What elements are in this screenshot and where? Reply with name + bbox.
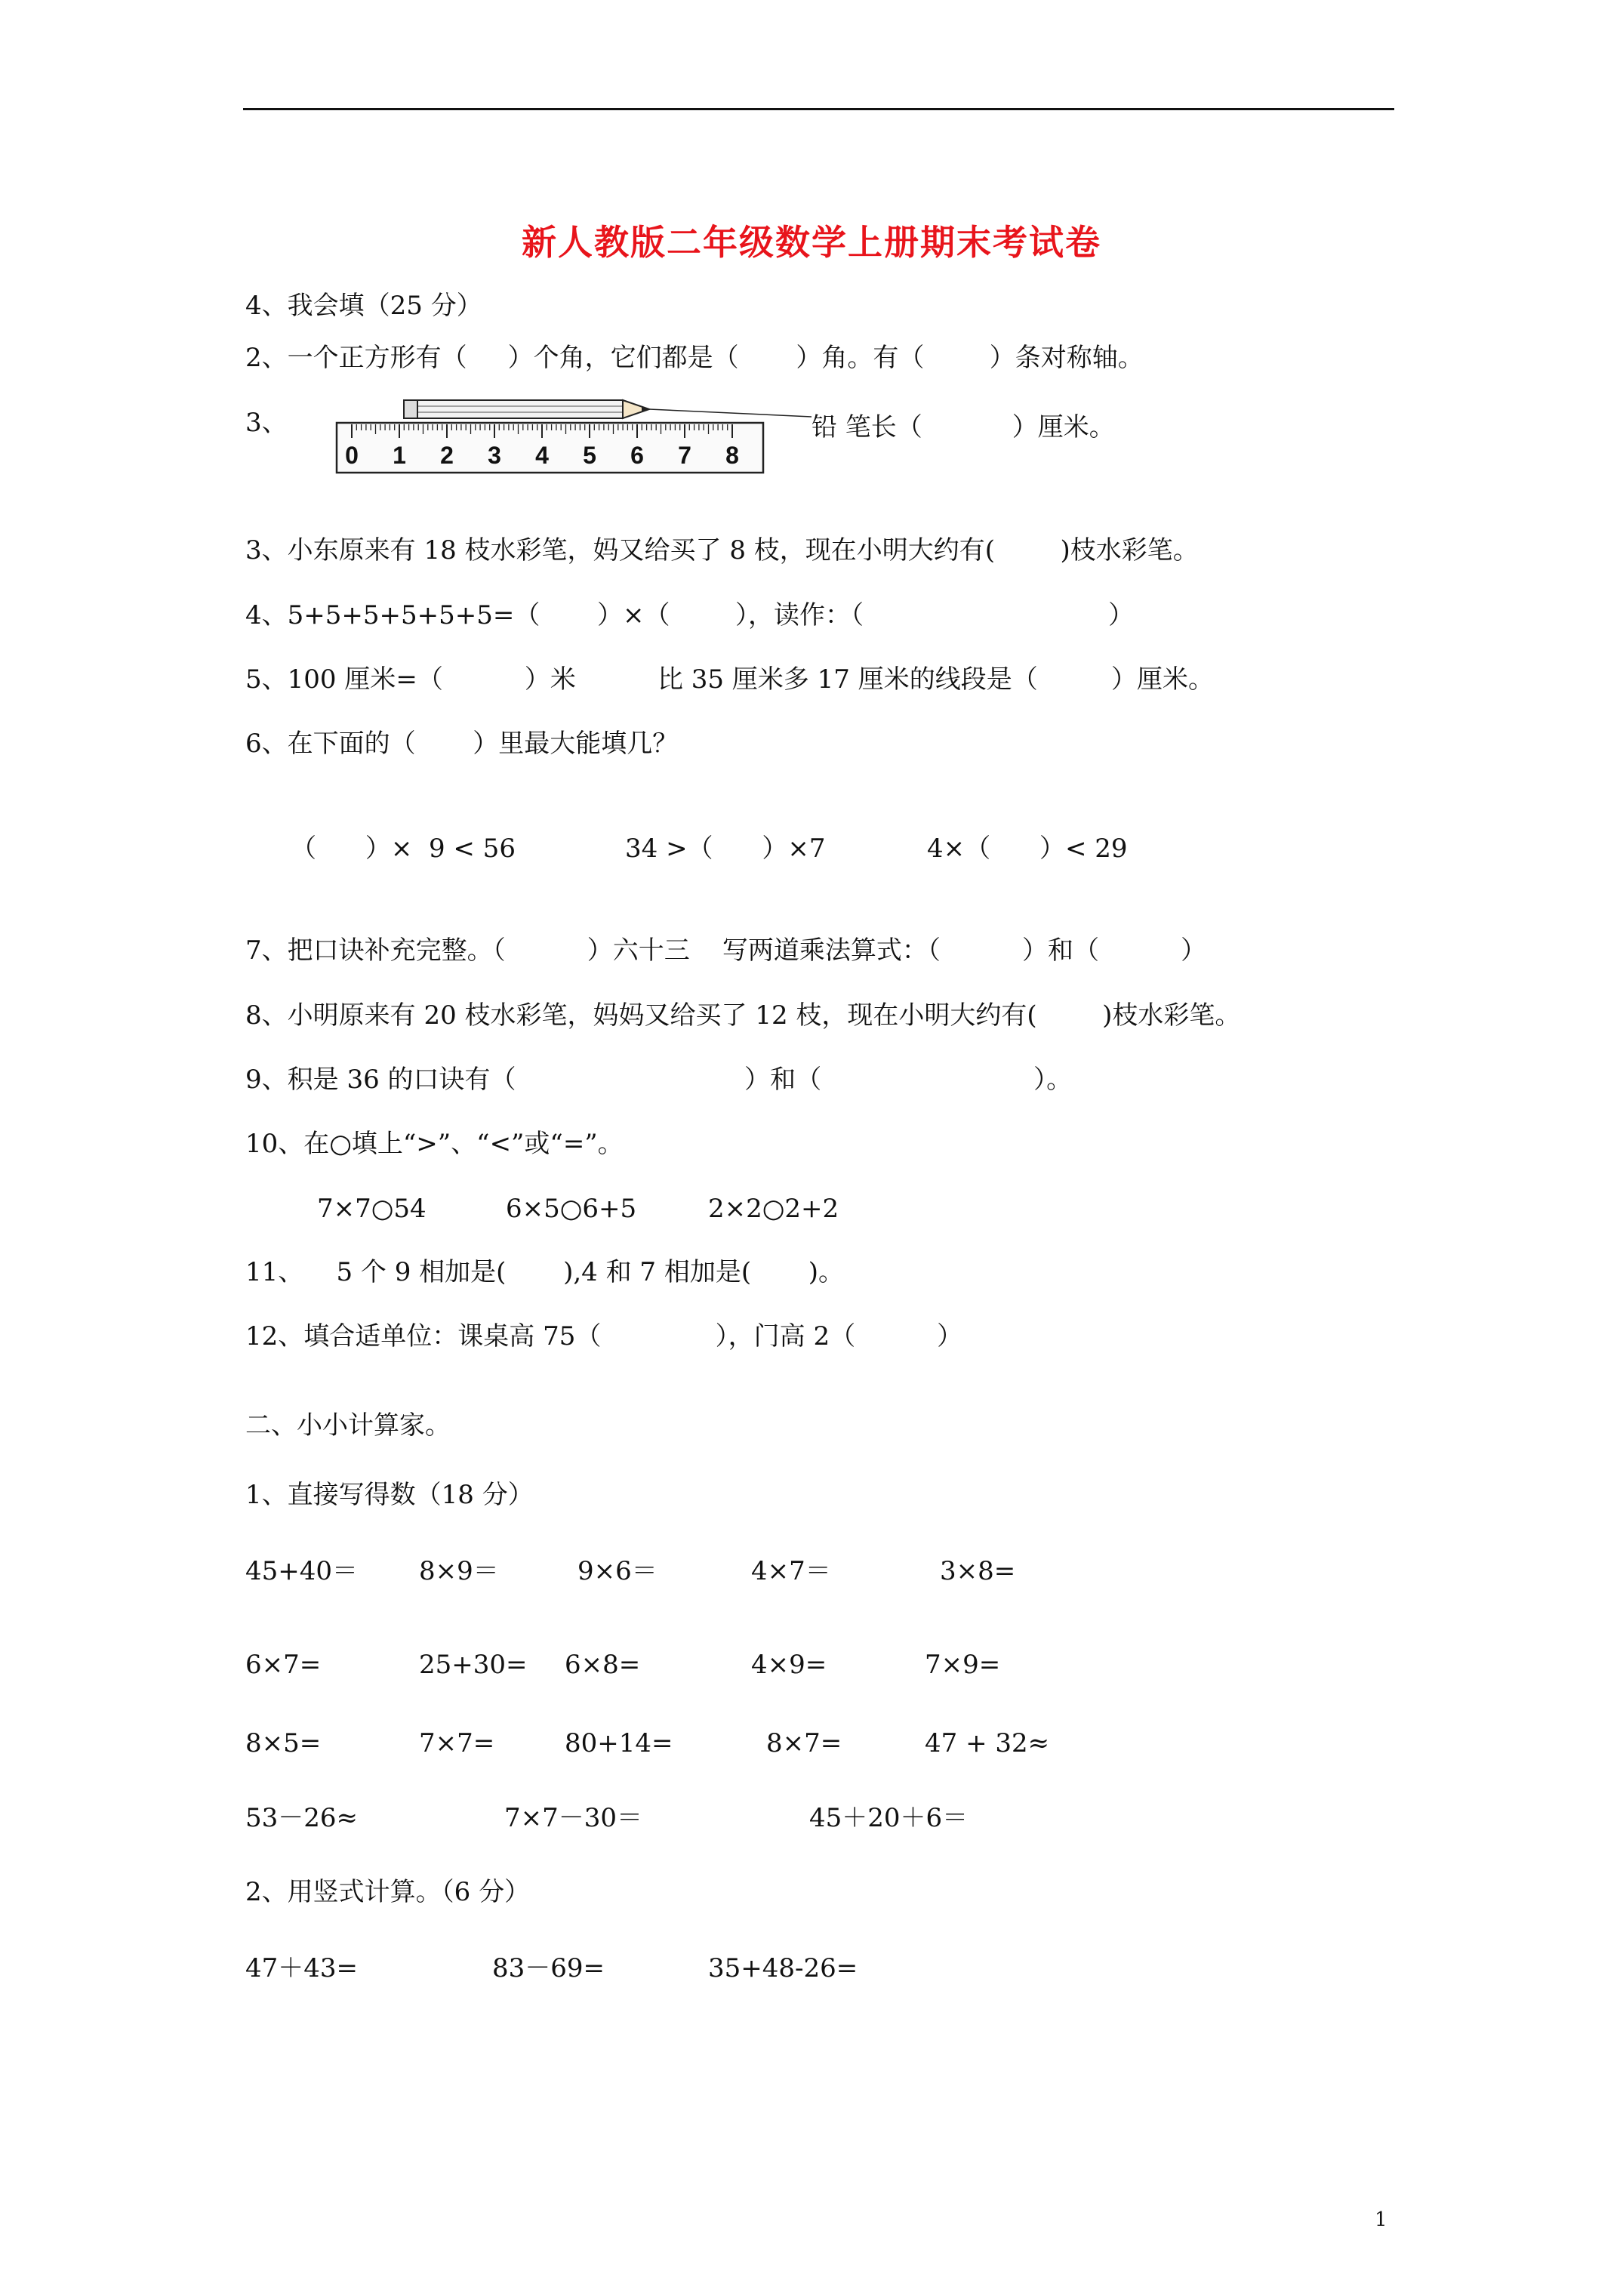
calc-item: 8×5= [245,1728,322,1758]
ruler-number: 5 [583,442,596,469]
question-6-item-1: （ ）× 9 < 56 [291,834,516,864]
ruler-number: 4 [535,442,549,469]
question-3-ruler-text: 铅 笔长（ ）厘米。 [812,412,1115,442]
section2-heading: 二、小小计算家。 [245,1410,451,1441]
question-6: 6、在下面的（ ）里最大能填几？ [245,729,679,759]
calc-item: 45+40＝ [245,1556,359,1586]
question-3-prefix: 3、 [245,408,288,438]
calc-item: 8×9＝ [419,1556,499,1586]
calc-item: 4×7＝ [751,1556,831,1586]
page-title: 新人教版二年级数学上册期末考试卷 [522,222,1101,263]
calc-item: 45＋20＋6＝ [809,1803,969,1833]
calc-item: 7×9= [925,1650,1001,1680]
page-number: 1 [1375,2208,1387,2231]
question-9: 9、积是 36 的口诀有（ ）和（ ）。 [245,1065,1073,1095]
ruler-number: 1 [393,442,406,469]
calc-item: 6×8= [565,1650,641,1680]
header-rule [243,108,1394,110]
question-10: 10、在○填上“>”、“<”或“=”。 [245,1129,624,1159]
section2-sub1: 1、直接写得数（18 分） [245,1480,534,1510]
calc-item: 8×7= [766,1728,842,1758]
ruler-number: 6 [630,442,644,469]
calc-item: 7×7= [419,1728,495,1758]
calc-item: 47 + 32≈ [925,1728,1050,1758]
ruler-number: 3 [488,442,501,469]
question-10-item-2: 6×5○6+5 [506,1194,637,1224]
question-11: 11、 5 个 9 相加是( ),4 和 7 相加是( )。 [245,1257,845,1287]
section1-heading: 4、我会填（25 分） [245,291,482,321]
calc-item: 4×9= [751,1650,827,1680]
question-8: 8、小明原来有 20 枝水彩笔，妈妈又给买了 12 枝，现在小明大约有( )枝水彩笔。 [245,1000,1241,1031]
ruler-number: 8 [725,442,739,469]
ruler-number: 7 [678,442,691,469]
calc-item: 53－26≈ [245,1803,359,1833]
question-6-item-3: 4×（ ）< 29 [927,834,1128,864]
calc-item: 7×7－30＝ [504,1803,643,1833]
calc-item: 35+48-26= [708,1953,858,1983]
ruler-icon [337,423,763,473]
question-10-item-1: 7×7○54 [317,1194,427,1224]
calc-item: 9×6＝ [577,1556,658,1586]
pencil-icon [404,400,812,418]
calc-item: 25+30= [419,1650,528,1680]
question-6-item-2: 34 >（ ）×7 [625,834,826,864]
calc-item: 83－69= [492,1953,605,1983]
question-4: 4、5+5+5+5+5+5=（ ）×（ ），读作：（ ） [245,600,1135,630]
question-3b: 3、小东原来有 18 枝水彩笔，妈又给买了 8 枝，现在小明大约有( )枝水彩笔。 [245,535,1199,566]
question-5: 5、100 厘米=（ ）米 比 35 厘米多 17 厘米的线段是（ ）厘米。 [245,664,1215,695]
calc-item: 3×8= [940,1556,1016,1586]
question-7: 7、把口诀补充完整。（ ）六十三 写两道乘法算式：（ ）和（ ） [245,935,1207,966]
question-2: 2、一个正方形有（ ）个角，它们都是（ ）角。有（ ）条对称轴。 [245,343,1144,373]
question-12: 12、填合适单位：课桌高 75（ ），门高 2（ ） [245,1321,963,1351]
ruler-number: 2 [440,442,454,469]
section2-sub2: 2、用竖式计算。（6 分） [245,1877,531,1907]
ruler-pencil-svg [332,393,815,476]
calc-item: 6×7= [245,1650,322,1680]
ruler-figure [332,393,815,476]
ruler-number: 0 [345,442,359,469]
question-10-item-3: 2×2○2+2 [708,1194,839,1224]
calc-item: 80+14= [565,1728,673,1758]
calc-item: 47＋43= [245,1953,359,1983]
